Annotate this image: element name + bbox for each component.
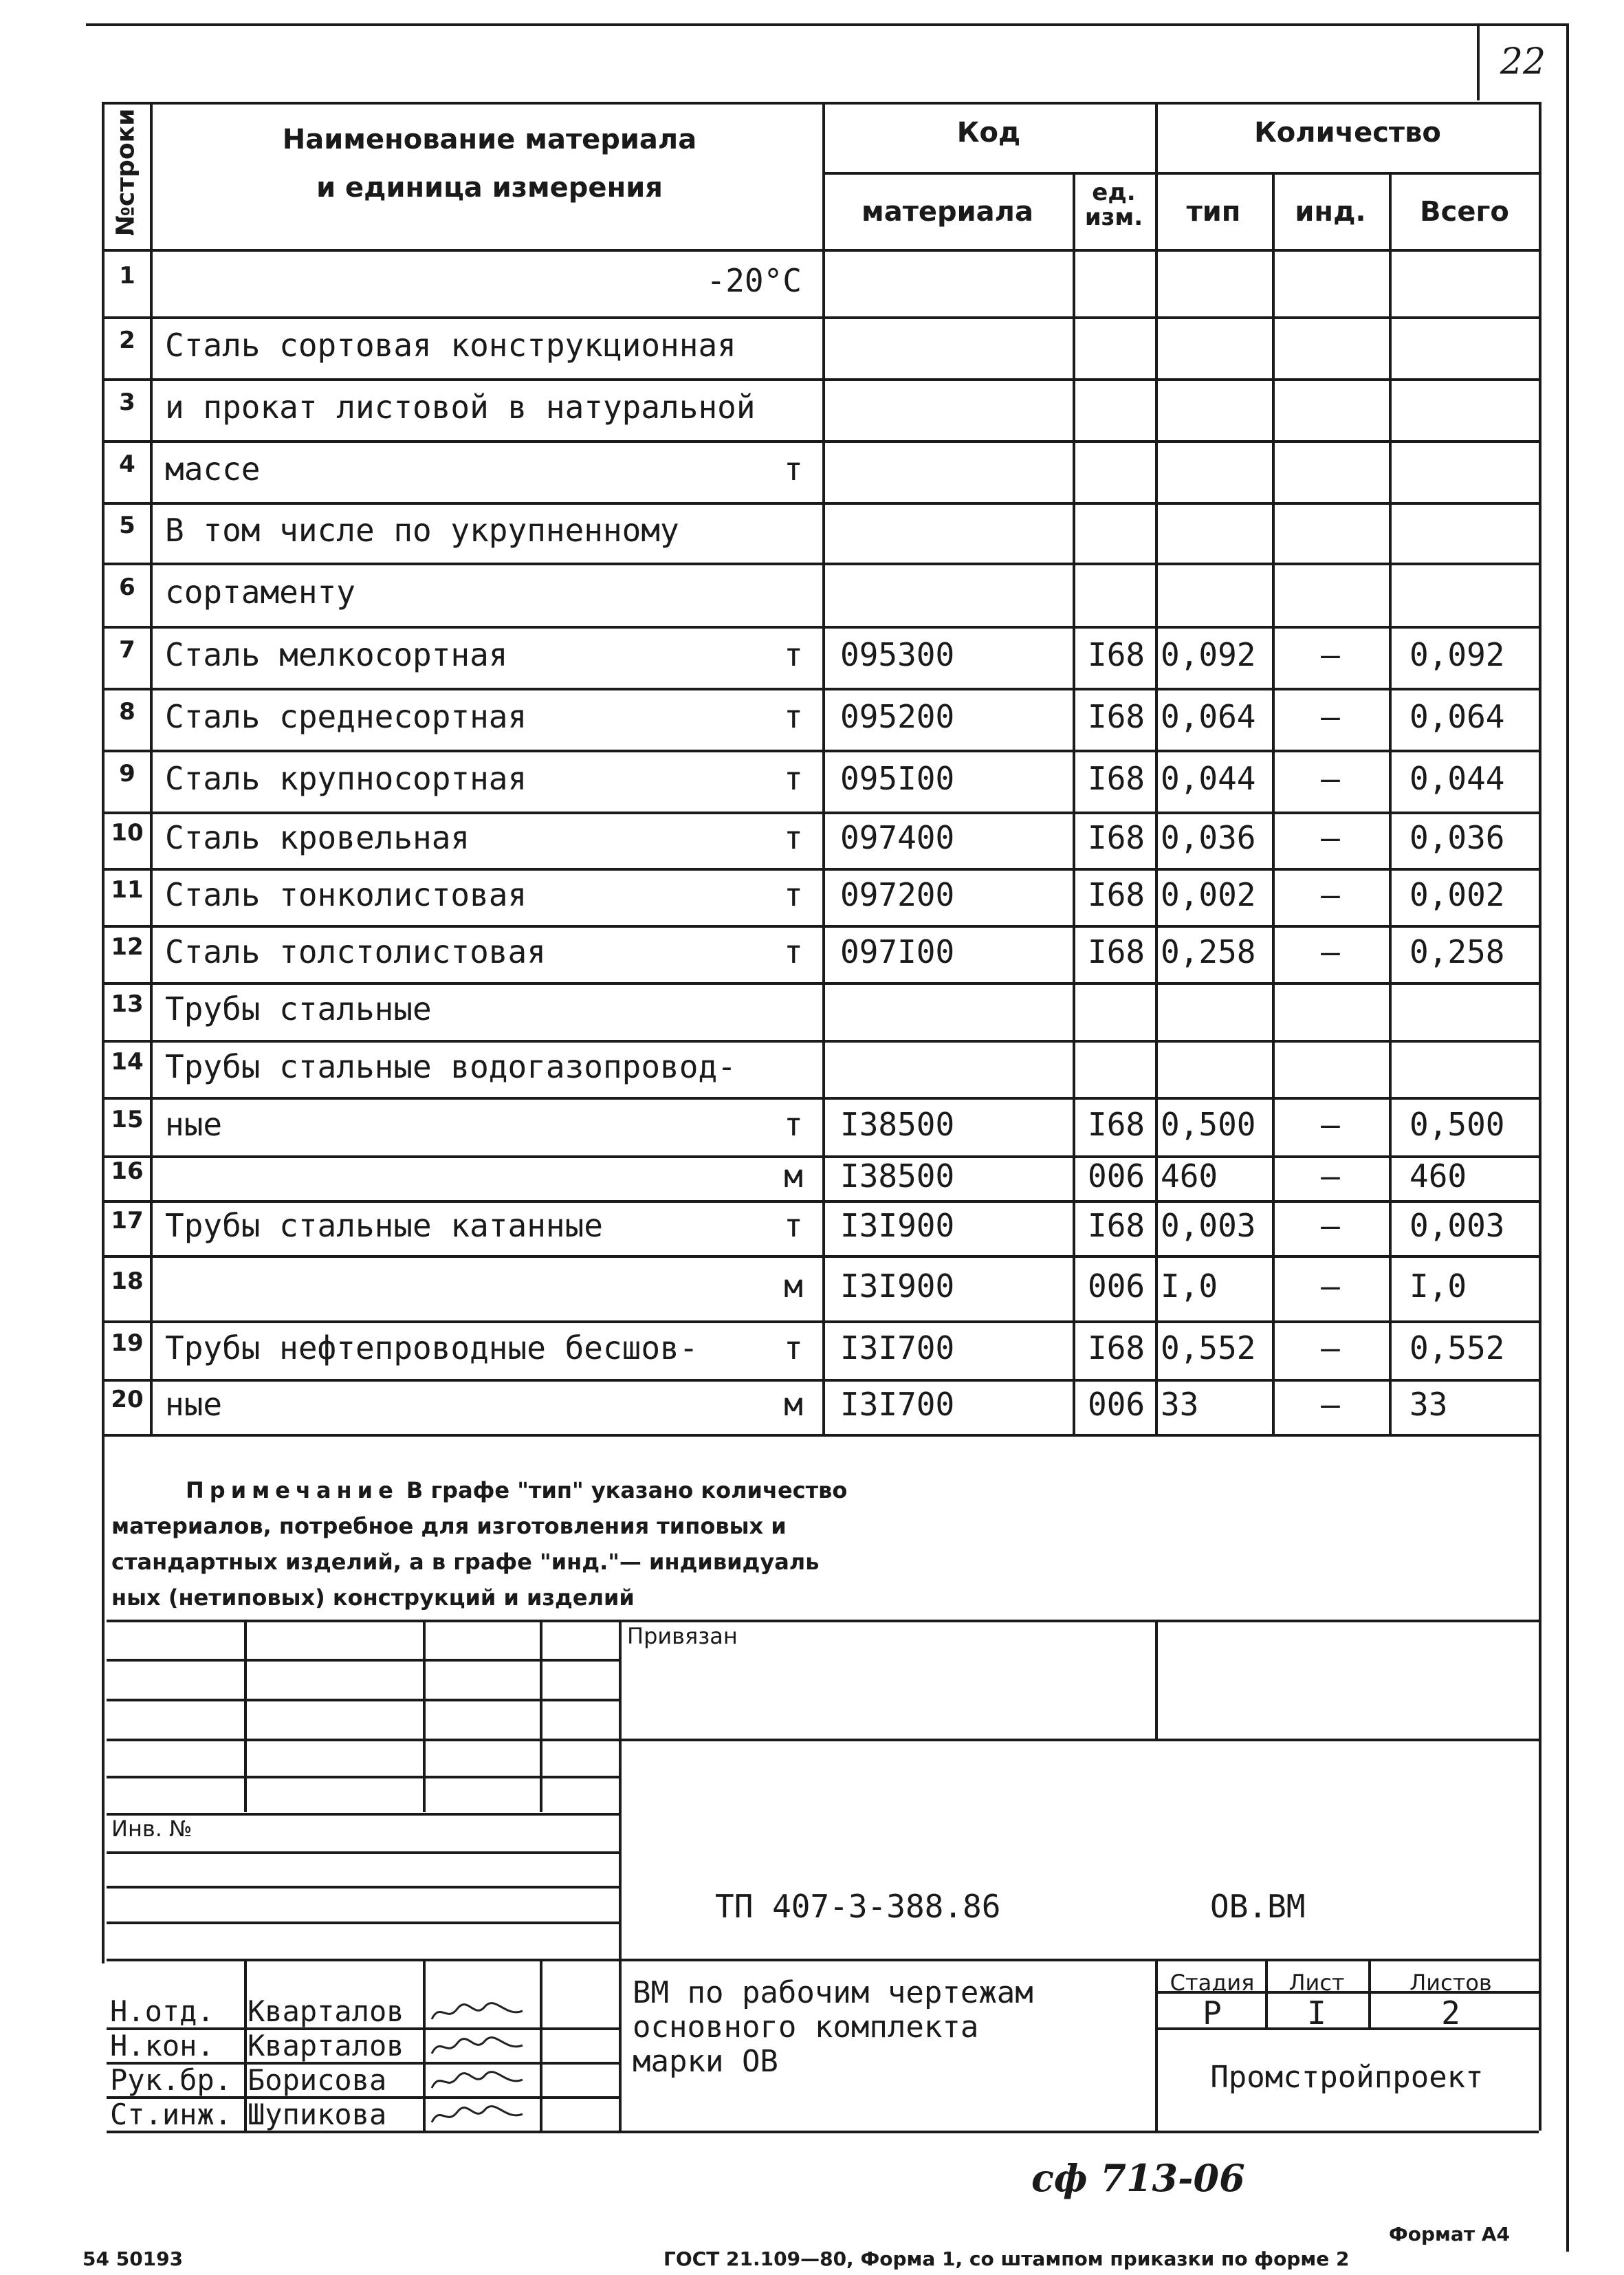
- row-ind-qty: –: [1321, 698, 1340, 735]
- row-ind-qty: –: [1321, 1106, 1340, 1143]
- row-number: 3: [119, 389, 135, 416]
- row-name: В том числе по укрупненному: [165, 512, 679, 549]
- stamp-main-divider: [619, 1620, 622, 2132]
- table-row: [0, 1200, 1624, 1255]
- row-type-qty: 0,500: [1161, 1106, 1256, 1143]
- stamp-left-grid: [107, 1851, 619, 1854]
- stamp-mid-line: [619, 1739, 1539, 1741]
- row-name: Сталь сортовая конструкционная: [165, 327, 736, 364]
- row-unit-code: I68: [1088, 933, 1145, 970]
- row-code: I3I900: [840, 1267, 955, 1305]
- row-total: 460: [1409, 1157, 1467, 1195]
- row-ind-qty: –: [1321, 876, 1340, 913]
- row-unit: т: [784, 819, 803, 856]
- table-row: [0, 1320, 1624, 1379]
- page-number: 22: [1500, 41, 1546, 83]
- note-title: Примечание: [186, 1477, 399, 1503]
- row-total: 0,003: [1409, 1207, 1505, 1244]
- row-unit-code: 006: [1088, 1267, 1145, 1305]
- row-ind-qty: –: [1321, 819, 1340, 856]
- row-unit: т: [784, 760, 803, 797]
- table-row: [0, 982, 1624, 1040]
- table-row: [0, 750, 1624, 812]
- row-unit-code: I68: [1088, 1329, 1145, 1367]
- row-name: -20°C: [706, 262, 802, 299]
- page-number-box-left: [1477, 23, 1480, 100]
- row-unit-code: I68: [1088, 698, 1145, 735]
- stamp-left-grid: [107, 1886, 619, 1888]
- row-line: [102, 1434, 1539, 1437]
- row-code: 097200: [840, 876, 955, 913]
- sheet-value: I: [1307, 1994, 1326, 2032]
- sheets-label: Листов: [1409, 1970, 1492, 1996]
- table-row: [0, 440, 1624, 502]
- row-name: Сталь среднесортная: [165, 698, 527, 735]
- stamp-left-grid: [107, 1922, 619, 1924]
- row-number: 16: [111, 1157, 144, 1185]
- stamp-top-line: [107, 1620, 1539, 1622]
- row-type-qty: 0,044: [1161, 760, 1256, 797]
- stamp-right-line: [1539, 1434, 1541, 2131]
- row-unit: т: [784, 876, 803, 913]
- title-line2: основного комплекта: [633, 2010, 979, 2045]
- handwritten-code: сф 713-06: [1031, 2156, 1245, 2200]
- signer-role: Рук.бр.: [110, 2063, 232, 2097]
- note-line2: материалов, потребное для изготовления типовых и: [111, 1513, 787, 1539]
- note-line1: [186, 1477, 847, 1503]
- note-line3: стандартных изделий, а в графе "инд."— индивидуаль: [111, 1549, 820, 1575]
- row-number: 19: [111, 1329, 144, 1357]
- name-header-line2: и единица измерения: [316, 172, 663, 204]
- row-unit: м: [784, 1267, 803, 1305]
- row-number: 5: [119, 512, 135, 539]
- row-type-qty: 0,552: [1161, 1329, 1256, 1367]
- row-total: 0,036: [1409, 819, 1505, 856]
- table-row: [0, 688, 1624, 750]
- ind-header: инд.: [1295, 196, 1366, 228]
- type-header: тип: [1186, 196, 1241, 228]
- table-row: [0, 1097, 1624, 1155]
- row-number: 20: [111, 1386, 144, 1413]
- row-number-header: [102, 103, 150, 248]
- table-row: [0, 626, 1624, 688]
- row-name: Трубы стальные катанные: [165, 1207, 603, 1244]
- footer-gost: ГОСТ 21.109—80, Форма 1, со штампом приказки по форме 2: [663, 2247, 1350, 2270]
- unit-header: ед. изм.: [1084, 179, 1143, 231]
- title-line3: марки ОВ: [633, 2044, 778, 2079]
- doc-code: ТП 407-3-388.86: [715, 1888, 1001, 1925]
- table-row: [0, 563, 1624, 626]
- row-total: 0,552: [1409, 1329, 1505, 1367]
- row-unit-code: 006: [1088, 1157, 1145, 1195]
- row-unit-code: I68: [1088, 1207, 1145, 1244]
- row-unit: т: [784, 1329, 803, 1367]
- stamp-col-2: [423, 1620, 426, 1812]
- stage-value: Р: [1203, 1994, 1222, 2032]
- row-name: Трубы стальные: [165, 990, 432, 1027]
- row-code: 097I00: [840, 933, 955, 970]
- row-type-qty: 33: [1161, 1386, 1199, 1423]
- signature-col-3: [540, 1959, 542, 2131]
- row-code: 095I00: [840, 760, 955, 797]
- qty-group-header: Количество: [1254, 117, 1441, 149]
- row-name: Сталь тонколистовая: [165, 876, 527, 913]
- row-number: 4: [119, 450, 135, 478]
- row-type-qty: 460: [1161, 1157, 1218, 1195]
- row-code: 095300: [840, 636, 955, 673]
- row-code: I3I900: [840, 1207, 955, 1244]
- row-total: I,0: [1409, 1267, 1467, 1305]
- row-type-qty: 0,092: [1161, 636, 1256, 673]
- row-unit: т: [784, 636, 803, 673]
- organization: Промстройпроект: [1210, 2060, 1484, 2095]
- row-name: Сталь толстолистовая: [165, 933, 546, 970]
- sheets-value: 2: [1441, 1994, 1460, 2032]
- row-number: 14: [111, 1048, 144, 1076]
- row-type-qty: 0,002: [1161, 876, 1256, 913]
- signature-mark: [426, 2102, 529, 2129]
- signature-col-2: [423, 1959, 426, 2131]
- row-unit-code: I68: [1088, 1106, 1145, 1143]
- row-number: 15: [111, 1106, 144, 1133]
- table-row: [0, 812, 1624, 868]
- row-code: I38500: [840, 1157, 955, 1195]
- row-unit-code: 006: [1088, 1386, 1145, 1423]
- row-name: и прокат листовой в натуральной: [165, 389, 756, 426]
- stage-label: Стадия: [1170, 1970, 1255, 1996]
- row-number: 6: [119, 574, 135, 601]
- signer-name: Кварталов: [248, 2029, 404, 2062]
- row-type-qty: I,0: [1161, 1267, 1218, 1305]
- stamp-title-line: [107, 1959, 1539, 1961]
- privyazan-label: Привязан: [627, 1623, 738, 1649]
- row-total: 0,044: [1409, 760, 1505, 797]
- stamp-col-1: [244, 1620, 247, 1812]
- row-unit-code: I68: [1088, 876, 1145, 913]
- row-total: 33: [1409, 1386, 1448, 1423]
- row-name: Трубы нефтепроводные бесшов-: [165, 1329, 699, 1367]
- sheet-label: Лист: [1288, 1970, 1345, 1996]
- row-name: ные: [165, 1106, 223, 1143]
- table-row: [0, 378, 1624, 440]
- row-number: 1: [119, 262, 135, 290]
- note-line4: ных (нетиповых) конструкций и изделий: [111, 1585, 635, 1611]
- table-row: [0, 1255, 1624, 1320]
- row-code: I38500: [840, 1106, 955, 1143]
- total-header: Всего: [1420, 196, 1509, 228]
- row-type-qty: 0,036: [1161, 819, 1256, 856]
- stamp-right-divider: [1155, 1620, 1158, 1740]
- row-number: 2: [119, 327, 135, 354]
- row-name: Трубы стальные водогазопровод-: [165, 1048, 736, 1085]
- row-number: 7: [119, 636, 135, 664]
- row-number: 8: [119, 698, 135, 726]
- row-ind-qty: –: [1321, 760, 1340, 797]
- row-code: I3I700: [840, 1329, 955, 1367]
- row-code: I3I700: [840, 1386, 955, 1423]
- row-ind-qty: –: [1321, 636, 1340, 673]
- row-total: 0,500: [1409, 1106, 1505, 1143]
- stamp-stage-left: [1155, 1959, 1158, 2131]
- row-number: 11: [111, 876, 144, 904]
- signer-role: Н.отд.: [110, 1994, 215, 2028]
- row-total: 0,002: [1409, 876, 1505, 913]
- row-unit: м: [784, 1157, 803, 1195]
- row-number: 17: [111, 1207, 144, 1234]
- signer-name: Кварталов: [248, 1994, 404, 2028]
- title-line1: ВМ по рабочим чертежам: [633, 1975, 1033, 2010]
- row-number: 10: [111, 819, 144, 847]
- table-row: [0, 249, 1624, 316]
- row-number-header-label: №строки: [111, 108, 140, 237]
- table-row: [0, 1379, 1624, 1434]
- inv-number-label: Инв. №: [111, 1816, 193, 1842]
- code-group-header: Код: [956, 117, 1021, 149]
- row-unit: т: [784, 1106, 803, 1143]
- row-unit-code: I68: [1088, 636, 1145, 673]
- signature-row-line: [107, 2131, 619, 2133]
- signature-mark: [426, 2067, 529, 2095]
- table-row: [0, 502, 1624, 563]
- row-total: 0,092: [1409, 636, 1505, 673]
- footer-left-number: 54 50193: [83, 2247, 184, 2270]
- row-name: Сталь кровельная: [165, 819, 470, 856]
- row-number: 13: [111, 990, 144, 1018]
- row-type-qty: 0,003: [1161, 1207, 1256, 1244]
- row-number: 18: [111, 1267, 144, 1295]
- row-number: 9: [119, 760, 135, 787]
- row-name: Сталь мелкосортная: [165, 636, 508, 673]
- row-unit: т: [784, 698, 803, 735]
- row-unit-code: I68: [1088, 760, 1145, 797]
- signature-mark: [426, 1999, 529, 2026]
- row-code: 097400: [840, 819, 955, 856]
- table-row: [0, 925, 1624, 982]
- table-row: [0, 868, 1624, 925]
- row-unit: т: [784, 933, 803, 970]
- row-ind-qty: –: [1321, 1157, 1340, 1195]
- note-line1-text: В графе "тип" указано количество: [398, 1477, 848, 1503]
- row-ind-qty: –: [1321, 1329, 1340, 1367]
- code-material-header: материала: [862, 196, 1033, 228]
- row-total: 0,258: [1409, 933, 1505, 970]
- row-name: ные: [165, 1386, 223, 1423]
- row-unit-code: I68: [1088, 819, 1145, 856]
- signature-col-1: [244, 1959, 247, 2131]
- row-ind-qty: –: [1321, 933, 1340, 970]
- row-name: Сталь крупносортная: [165, 760, 527, 797]
- stamp-col-3: [540, 1620, 542, 1812]
- row-unit: т: [784, 450, 803, 488]
- row-unit: т: [784, 1207, 803, 1244]
- row-total: 0,064: [1409, 698, 1505, 735]
- name-header-line1: Наименование материала: [282, 124, 697, 155]
- doc-mark: ОВ.ВМ: [1210, 1888, 1306, 1925]
- signer-role: Ст.инж.: [110, 2098, 232, 2131]
- table-top-line: [102, 102, 1539, 105]
- row-name: массе: [165, 450, 261, 488]
- signer-name: Шупикова: [248, 2098, 387, 2131]
- signature-mark: [426, 2033, 529, 2060]
- row-unit: м: [784, 1386, 803, 1423]
- row-type-qty: 0,258: [1161, 933, 1256, 970]
- stamp-left-line: [102, 1434, 105, 1963]
- header-subline: [822, 172, 1539, 175]
- row-ind-qty: –: [1321, 1386, 1340, 1423]
- row-number: 12: [111, 933, 144, 961]
- top-border-line: [86, 23, 1568, 26]
- format-label: Формат А4: [1389, 2223, 1510, 2245]
- table-row: [0, 1040, 1624, 1097]
- signer-name: Борисова: [248, 2063, 387, 2097]
- table-row: [0, 316, 1624, 378]
- signer-role: Н.кон.: [110, 2029, 215, 2062]
- row-code: 095200: [840, 698, 955, 735]
- row-type-qty: 0,064: [1161, 698, 1256, 735]
- row-name: сортаменту: [165, 574, 355, 611]
- row-ind-qty: –: [1321, 1267, 1340, 1305]
- row-ind-qty: –: [1321, 1207, 1340, 1244]
- table-row: [0, 1155, 1624, 1200]
